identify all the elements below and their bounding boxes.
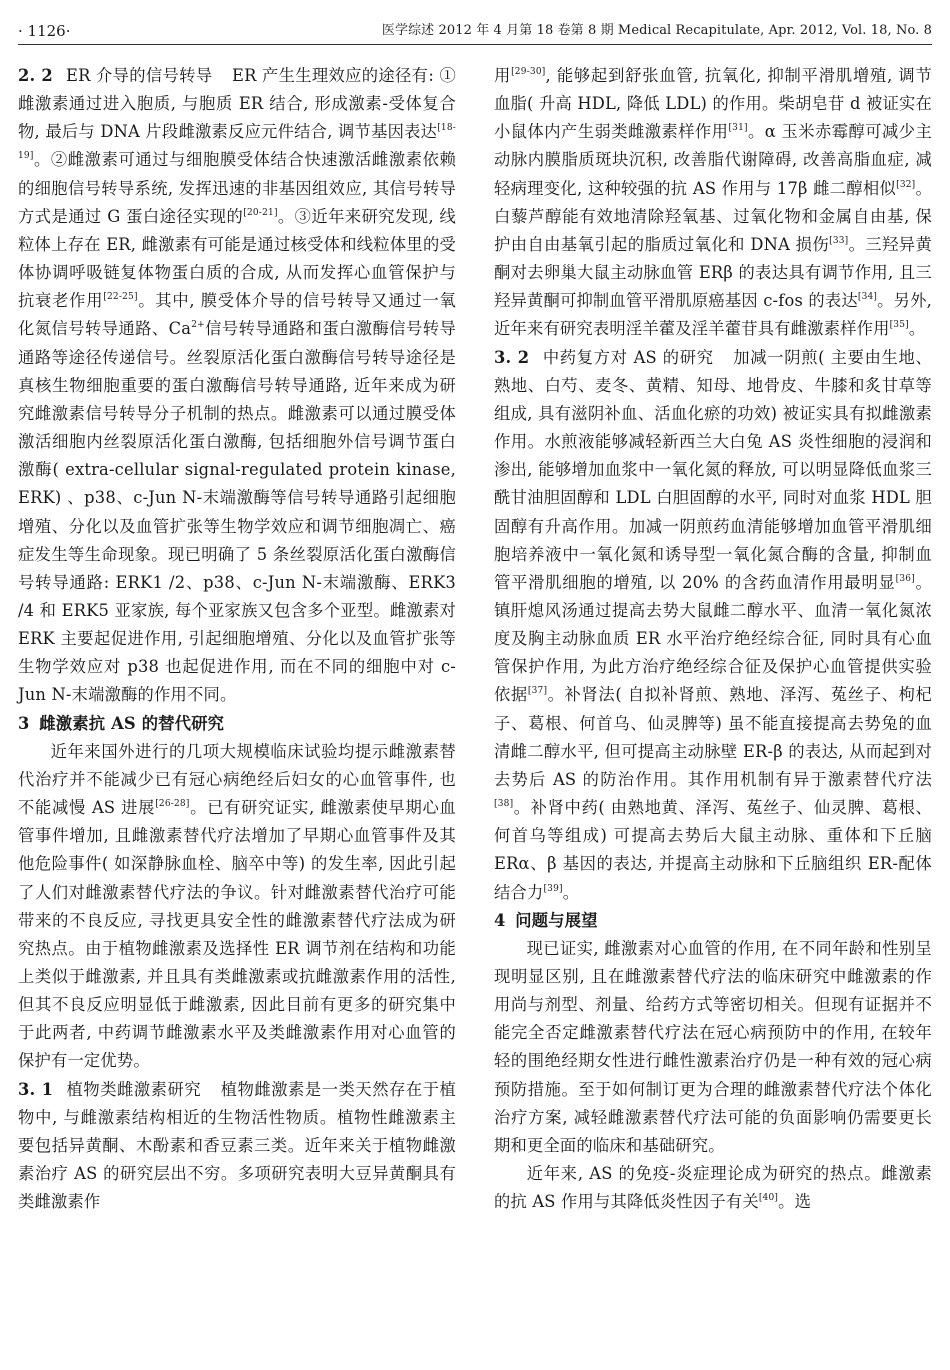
citation-ref: [31]: [728, 123, 748, 134]
superscript: 2+: [191, 320, 205, 331]
section-3-2-paragraph: 3. 2 中药复方对 AS 的研究 加减一阴煎( 主要由生地、熟地、白芍、麦冬、黄精、知母、地骨皮、牛膝和炙甘草等组成, 具有滋阴补血、活血化瘀的功效) 被证实具有拟雌激素作用。水煎液能够减轻新西兰大白兔 AS 炎性细胞的浸润和渗出, 能够增加血浆中一氧化氮的释放, 可以明显降低血浆三酰甘油胆固醇和 LDL 白胆固醇的水平, 同时对血浆 HDL 胆固醇有升高作用。加减一阴煎药血清能够增加血管平滑肌细胞培养液中一氧化氮和诱导型一氧化氮合酶的含量, 抑制血管平滑肌细胞的增殖, 以 20% 的含药血清作用最明显[36]。镇肝熄风汤通过提高去势大鼠雌二醇水平、血清一氧化氮浓度及胸主动脉血质 ER 水平治疗绝经综合征, 同时具有心血管保护作用, 为此方治疗绝经综合征及保护心血管提供实验依据[37]。补肾法( 自拟补肾煎、熟地、泽泻、菟丝子、枸杞子、葛根、何首乌、仙灵脾等) 虽不能直接提高去势兔的血清雌二醇水平, 但可提高主动脉壁 ER-β 的表达, 从而起到对去势后 AS 的防治作用。其作用机制有异于激素替代疗法[38]。补肾中药( 由熟地黄、泽泻、菟丝子、仙灵脾、葛根、何首乌等组成) 可提高去势后大鼠主动脉、重体和下丘脑 ERα、β 基因的表达, 并提高主动脉和下丘脑组织 ER-配体结合力[39]。: [494, 347, 932, 902]
section-4-paragraph-1: 现已证实, 雌激素对心血管的作用, 在不同年龄和性别呈现明显区别, 且在雌激素替代疗法的临床研究中雌激素的作用尚与剂型、剂量、给药方式等密切相关。但现有证据并不能完全否定雌激素替代疗法在冠心病预防中的作用, 在较年轻的围绝经期女性进行雌性激素治疗仍是一种有效的冠心病预防措施。至于如何制订更为合理的雌激素替代疗法个体化治疗方案, 减轻雌激素替代疗法可能的负面影响仍需要更长期和更全面的临床和基础研究。: [494, 938, 932, 1155]
section-4-paragraph-2: 近年来, AS 的免疫-炎症理论成为研究的热点。雌激素的抗 AS 作用与其降低炎性因子有关[40]。选: [494, 1164, 932, 1212]
citation-ref: [22-25]: [103, 292, 138, 303]
left-column: [18, 62, 456, 1216]
citation-ref: [32]: [896, 179, 916, 190]
citation-ref: [40]: [758, 1193, 779, 1204]
section-4-heading: 4 问题与展望: [494, 910, 598, 930]
citation-ref: [18-19]: [18, 123, 456, 162]
section-3-1-continued: 用[29-30], 能够起到舒张血管, 抗氧化, 抑制平滑肌增殖, 调节血脂( 升高 HDL, 降低 LDL) 的作用。柴胡皂苷 d 被证实在小鼠体内产生弱类雌激素样作用[31]。α 玉米赤霉醇可减少主动脉内膜脂质斑块沉积, 改善脂代谢障碍, 改善高脂血症, 减轻病理变化, 这种较强的抗 AS 作用与 17β 雌二醇相似[32]。白藜芦醇能有效地清除羟氧基、过氧化物和金属自由基, 保护由自由基氧引起的脂质过氧化和 DNA 损伤[33]。三羟异黄酮对去卵巢大鼠主动脉血管 ERβ 的表达具有调节作用, 且三羟异黄酮可抑制血管平滑肌原癌基因 c-fos 的表达[34]。另外, 近年来有研究表明淫羊藿及淫羊藿苷具有雌激素样作用[35]。: [494, 66, 932, 339]
section-3-1-heading: 3. 1 植物类雌激素研究: [18, 1079, 202, 1099]
citation-ref: [33]: [829, 235, 849, 246]
citation-ref: [35]: [889, 320, 909, 331]
citation-ref: [36]: [895, 573, 915, 584]
citation-ref: [37]: [527, 686, 548, 697]
citation-ref: [38]: [494, 799, 514, 810]
page-header: [18, 18, 932, 45]
journal-citation: 医学综述 2012 年 4 月第 18 卷第 8 期 Medical Recapitulate, Apr. 2012, Vol. 18, No. 8: [381, 23, 932, 38]
section-2-2-paragraph: 2. 2 ER 介导的信号转导 ER 产生生理效应的途径有: ①雌激素通过进入胞质, 与胞质 ER 结合, 形成激素-受体复合物, 最后与 DNA 片段雌激素反应元件结合, 调节基因表达[18-19]。②雌激素可通过与细胞膜受体结合快速激活雌激素依赖的细胞信号转导系统, 发挥迅速的非基因组效应, 其信号转导方式是通过 G 蛋白途径实现的[20-21]。③近年来研究发现, 线粒体上存在 ER, 雌激素有可能是通过核受体和线粒体里的受体协调呼吸链复体物蛋白质的合成, 从而发挥心血管保护与抗衰老作用[22-25]。其中, 膜受体介导的信号转导又通过一氧化氮信号转导通路、$Ca^{2+}$信号转导通路和蛋白激酶信号转导通路等途径传递信号。丝裂原活化蛋白激酶信号转导途径是真核生物细胞重要的蛋白激酶信号转导通路, 近年来成为研究雌激素信号转导分子机制的热点。雌激素可以通过膜受体激活细胞内丝裂原活化蛋白激酶, 包括细胞外信号调节蛋白激酶( extra-cellular signal-regulated protein kinase, ERK) 、p38、c-Jun N-末端激酶等信号转导通路引起细胞增殖、分化以及血管扩张等生物学效应和调节细胞凋亡、癌症发生等生命现象。现已明确了 5 条丝裂原活化蛋白激酶信号转导通路: ERK1 /2、p38、c-Jun N-末端激酶、ERK3 /4 和 ERK5 亚家族, 每个亚家族又包含多个亚型。雌激素对 ERK 主要起促进作用, 引起细胞增殖、分化以及血管扩张等生物学效应对 p38 也起促进作用, 而在不同的细胞中对 c-Jun N-末端激酶的作用不同。: [18, 66, 457, 705]
section-3-heading: 3 雌激素抗 AS 的替代研究: [18, 713, 225, 733]
right-column: [494, 62, 932, 1216]
section-2-2-heading: 2. 2 ER 介导的信号转导: [18, 66, 213, 85]
section-3-1-paragraph: 3. 1 植物类雌激素研究 植物雌激素是一类天然存在于植物中, 与雌激素结构相近的生物活性物质。植物性雌激素主要包括异黄酮、木酚素和香豆素三类。近年来关于植物雌激素治疗 AS 的研究层出不穷。多项研究表明大豆异黄酮具有类雌激素作: [18, 1079, 457, 1212]
citation-ref: [20-21]: [243, 207, 278, 218]
citation-ref: [39]: [543, 883, 563, 894]
section-3-paragraph: 近年来国外进行的几项大规模临床试验均提示雌激素替代治疗并不能减少已有冠心病绝经后妇女的心血管事件, 也不能减慢 AS 进展[26-28]。已有研究证实, 雌激素使早期心血管事件增加, 且雌激素替代疗法增加了早期心血管事件及其他危险事件( 如深静脉血栓、脑卒中等) 的发生率, 因此引起了人们对雌激素替代疗法的争议。针对雌激素替代治疗可能带来的不良反应, 寻找更具安全性的雌激素替代疗法成为研究热点。由于植物雌激素及选择性 ER 调节剂在结构和功能上类似于雌激素, 并且具有类雌激素或抗雌激素作用的活性, 但其不良反应明显低于雌激素, 因此目前有更多的研究集中于此两者, 中药调节雌激素水平及类雌激素作用对心血管的保护有一定优势。: [18, 741, 456, 1071]
page-number: · 1126·: [18, 22, 71, 40]
citation-ref: [29-30]: [511, 67, 546, 77]
citation-ref: [34]: [857, 292, 878, 303]
citation-ref: [26-28]: [155, 799, 190, 810]
section-3-2-heading: 3. 2 中药复方对 AS 的研究: [494, 347, 714, 367]
